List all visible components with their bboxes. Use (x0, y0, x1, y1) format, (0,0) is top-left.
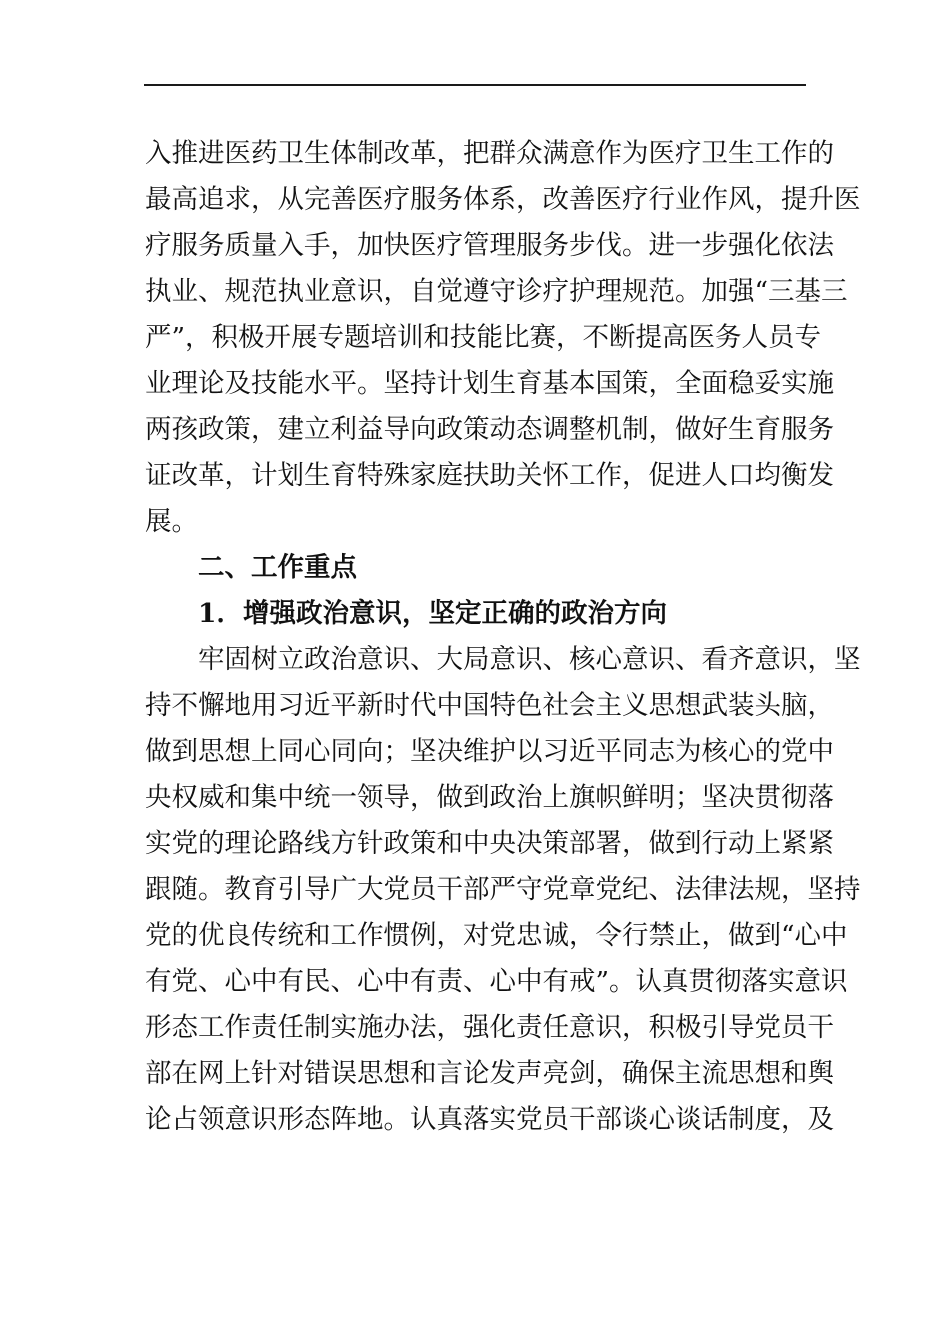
section-heading: 二、工作重点 (198, 552, 357, 583)
body-line: 实党的理论路线方针政策和中央决策部署，做到行动上紧紧 (145, 828, 834, 859)
body-line: 展。 (145, 506, 198, 537)
body-line: 有党、心中有民、心中有责、心中有戒”。认真贯彻落实意识 (145, 966, 848, 997)
body-line: 业理论及技能水平。坚持计划生育基本国策，全面稳妥实施 (145, 368, 834, 399)
subsection-heading: 1．增强政治意识，坚定正确的政治方向 (198, 598, 667, 629)
body-line: 持不懈地用习近平新时代中国特色社会主义思想武装头脑， (145, 690, 834, 721)
header-rule (144, 84, 806, 86)
body-line: 央权威和集中统一领导，做到政治上旗帜鲜明；坚决贯彻落 (145, 782, 834, 813)
body-line: 疗服务质量入手，加快医疗管理服务步伐。进一步强化依法 (145, 230, 834, 261)
body-line: 严”，积极开展专题培训和技能比赛，不断提高医务人员专 (145, 322, 822, 353)
body-line: 跟随。教育引导广大党员干部严守党章党纪、法律法规，坚持 (145, 874, 861, 905)
body-line: 入推进医药卫生体制改革，把群众满意作为医疗卫生工作的 (145, 138, 834, 169)
body-line: 证改革，计划生育特殊家庭扶助关怀工作，促进人口均衡发 (145, 460, 834, 491)
body-line: 牢固树立政治意识、大局意识、核心意识、看齐意识，坚 (198, 644, 861, 675)
body-line: 形态工作责任制实施办法，强化责任意识，积极引导党员干 (145, 1012, 834, 1043)
body-line: 部在网上针对错误思想和言论发声亮剑，确保主流思想和舆 (145, 1058, 834, 1089)
body-line: 最高追求，从完善医疗服务体系，改善医疗行业作风，提升医 (145, 184, 861, 215)
body-line: 做到思想上同心同向；坚决维护以习近平同志为核心的党中 (145, 736, 834, 767)
body-line: 党的优良传统和工作惯例，对党忠诚，令行禁止，做到“心中 (145, 920, 848, 951)
body-line: 论占领意识形态阵地。认真落实党员干部谈心谈话制度，及 (145, 1104, 834, 1135)
body-line: 执业、规范执业意识，自觉遵守诊疗护理规范。加强“三基三 (145, 276, 848, 307)
body-line: 两孩政策，建立利益导向政策动态调整机制，做好生育服务 (145, 414, 834, 445)
